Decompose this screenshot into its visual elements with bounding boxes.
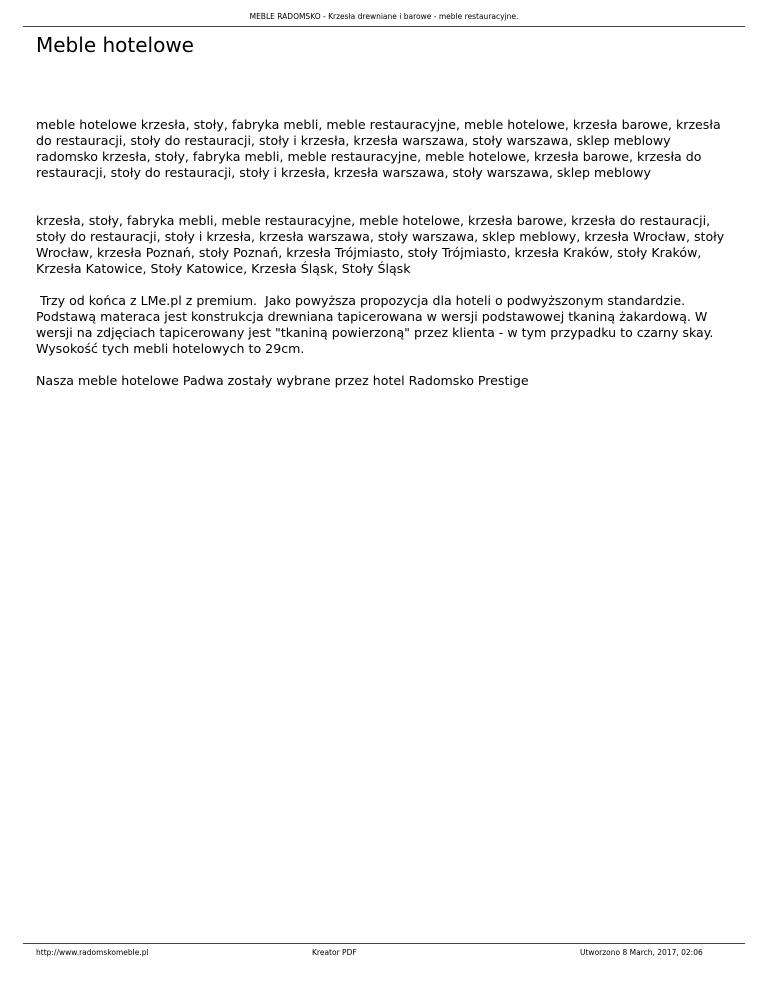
paragraph-keywords-2: krzesła, stoły, fabryka mebli, meble restauracyjne, meble hotelowe, krzesła barowe, krzesła do restauracji, stoły do restauracji, stoły i krzesła, krzesła warszawa, stoły warszawa, sklep meblowy, krzesła Wrocław, stoły Wrocław, krzesła Poznań, stoły Poznań, krzesła Trójmiasto, stoły Trójmiasto, krzesła Kraków, stoły Kraków, Krzesła Katowice, Stoły Katowice, Krzesła Śląsk, Stoły Śląsk [36, 213, 725, 276]
footer-created-date: Utworzono 8 March, 2017, 02:06 [580, 948, 703, 957]
header-divider [23, 26, 745, 27]
footer-url: http://www.radomskomeble.pl [36, 948, 149, 957]
running-header: MEBLE RADOMSKO - Krzesła drewniane i barowe - meble restauracyjne. [249, 12, 519, 21]
footer-divider [23, 943, 745, 944]
paragraph-hotel-note: Nasza meble hotelowe Padwa zostały wybrane przez hotel Radomsko Prestige [36, 373, 529, 388]
footer-creator: Kreator PDF [312, 948, 357, 957]
paragraph-keywords-1: meble hotelowe krzesła, stoły, fabryka mebli, meble restauracyjne, meble hotelowe, krzesła barowe, krzesła do restauracji, stoły do restauracji, stoły i krzesła, krzesła warszawa, stoły warszawa, sklep meblowy radomsko krzesła, stoły, fabryka mebli, meble restauracyjne, meble hotelowe, krzesła barowe, krzesła do restauracji, stoły do restauracji, stoły i krzesła, krzesła warszawa, stoły warszawa, sklep meblowy [36, 117, 721, 180]
paragraph-description: Trzy od końca z LMe.pl z premium. Jako powyższa propozycja dla hoteli o podwyższonym standardzie. Podstawą materaca jest konstrukcja drewniana tapicerowana w wersji podstawowej tkaniną żakardową. W wersji na zdjęciach tapicerowany jest "tkaniną powierzoną" przez klienta - w tym przypadku to czarny skay. Wysokość tych mebli hotelowych to 29cm. [36, 293, 718, 356]
page-title: Meble hotelowe [36, 33, 194, 57]
